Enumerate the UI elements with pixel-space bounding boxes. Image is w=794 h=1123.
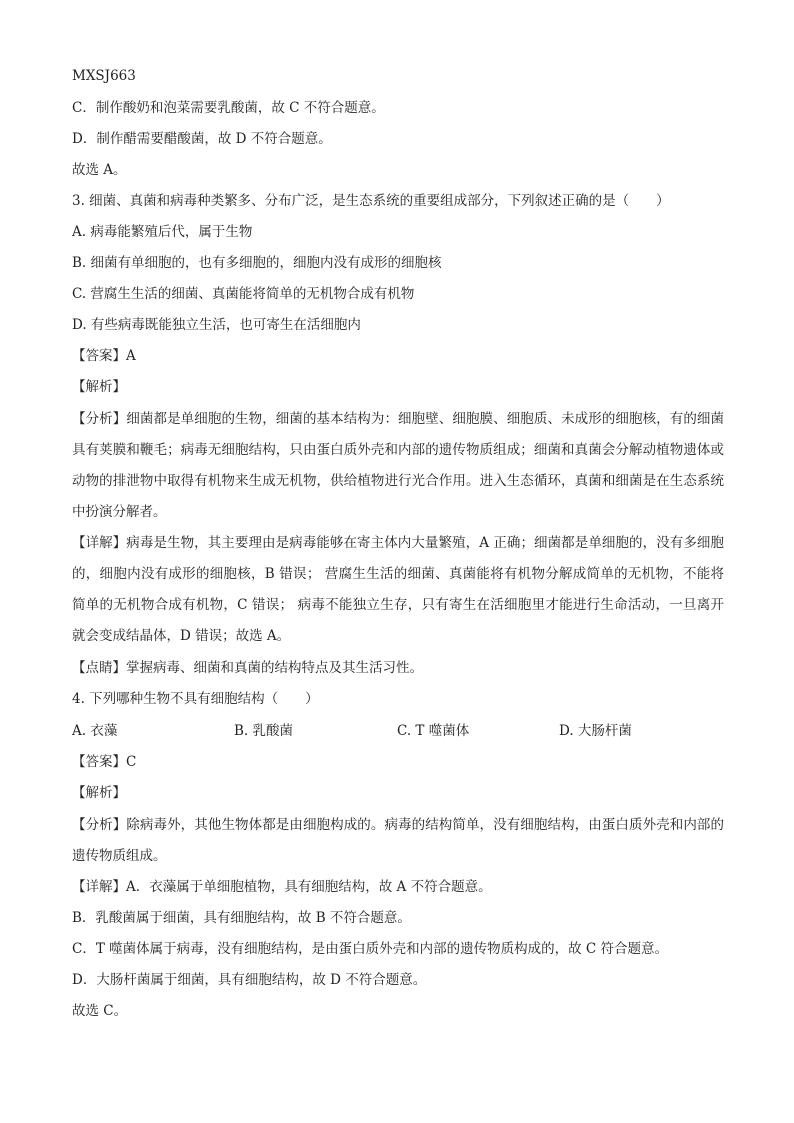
q3-option-b: B. 细菌有单细胞的，也有多细胞的，细胞内没有成形的细胞核 xyxy=(72,255,442,271)
q4-fenxi-text: 除病毒外，其他生物体都是由细胞构成的。病毒的结构简单，没有细胞结构，由蛋白质外壳和内部的遗传物质组成。 xyxy=(72,817,725,864)
q4-option-c: C. T 噬菌体 xyxy=(397,723,470,739)
q3-dianjing-tag: 【点睛】 xyxy=(72,660,126,676)
q4-detail-b: B．乳酸菌属于细菌，具有细胞结构，故 B 不符合题意。 xyxy=(72,910,411,926)
q3-fenxi-text: 细菌都是单细胞的生物，细菌的基本结构为：细胞壁、细胞膜、细胞质、未成形的细胞核，有的细菌具有荚膜和鞭毛；病毒无细胞结构，只由蛋白质外壳和内部的遗传物质组成；细菌和真菌会分解动植物遗体或动物的排泄物中取得有机物来生成无机物，供给植物进行光合作用。进入生态循环，真菌和细菌是在生态系统中扮演分解者。 xyxy=(72,411,725,520)
header-code: MXSJ663 xyxy=(72,68,136,84)
q3-option-c: C. 营腐生生活的细菌、真菌能将简单的无机物合成有机物 xyxy=(72,286,415,302)
q3-fenxi xyxy=(72,404,724,528)
q3-option-a: A. 病毒能繁殖后代，属于生物 xyxy=(72,224,253,240)
q4-answer xyxy=(72,752,136,772)
q3-xiangjie xyxy=(72,528,724,652)
q4-answer-value: C xyxy=(126,754,137,770)
q4-stem: 4. 下列哪种生物不具有细胞结构（ ） xyxy=(72,691,319,707)
q4-option-a: A. 衣藻 xyxy=(72,723,118,739)
q2-choose: 故选 A。 xyxy=(72,162,127,178)
q4-xiangjie xyxy=(72,877,492,897)
q3-xiangjie-tag: 【详解】 xyxy=(72,535,127,551)
q4-xiangjie-tag: 【详解】 xyxy=(72,879,126,895)
q4-analysis-tag: 【解析】 xyxy=(72,785,126,801)
q3-fenxi-tag: 【分析】 xyxy=(72,411,127,427)
q3-answer-tag: 【答案】 xyxy=(72,348,126,364)
q4-answer-tag: 【答案】 xyxy=(72,754,126,770)
q2-option-c-explanation: C．制作酸奶和泡菜需要乳酸菌，故 C 不符合题意。 xyxy=(72,100,385,116)
q4-option-d: D. 大肠杆菌 xyxy=(559,723,632,739)
q2-option-d-explanation: D．制作醋需要醋酸菌，故 D 不符合题意。 xyxy=(72,131,332,147)
q3-dianjing-text: 掌握病毒、细菌和真菌的结构特点及其生活习性。 xyxy=(126,660,423,676)
q3-answer-value: A xyxy=(126,348,136,364)
q3-option-d: D. 有些病毒既能独立生活，也可寄生在活细胞内 xyxy=(72,317,361,333)
q4-fenxi xyxy=(72,810,724,872)
q3-xiangjie-text: 病毒是生物，其主要理由是病毒能够在寄主体内大量繁殖，A 正确；细菌都是单细胞的，没有多细胞的，细胞内没有成形的细胞核，B 错误； 营腐生生活的细菌、真菌能将有机物分解成简单的无机物，不能将简单的无机物合成有机物，C 错误； 病毒不能独立生存，只有寄生在活细胞里才能进行生命活动，一旦离开就会变成结晶体，D 错误；故选 A。 xyxy=(72,535,724,644)
q3-stem: 3. 细菌、真菌和病毒种类繁多、分布广泛，是生态系统的重要组成部分，下列叙述正确的是（ ） xyxy=(72,193,670,209)
q3-dianjing xyxy=(72,658,423,678)
q4-choose: 故选 C。 xyxy=(72,1003,128,1019)
q3-answer xyxy=(72,346,136,366)
q3-analysis-tag: 【解析】 xyxy=(72,379,126,395)
q4-detail-c: C．T 噬菌体属于病毒，没有细胞结构，是由蛋白质外壳和内部的遗传物质构成的，故 C 符合题意。 xyxy=(72,941,669,957)
q4-fenxi-tag: 【分析】 xyxy=(72,817,127,833)
q4-option-b: B. 乳酸菌 xyxy=(234,723,294,739)
q4-detail-d: D．大肠杆菌属于细菌，具有细胞结构，故 D 不符合题意。 xyxy=(72,972,427,988)
q4-detail-a: A．衣藻属于单细胞植物，具有细胞结构，故 A 不符合题意。 xyxy=(126,879,492,895)
